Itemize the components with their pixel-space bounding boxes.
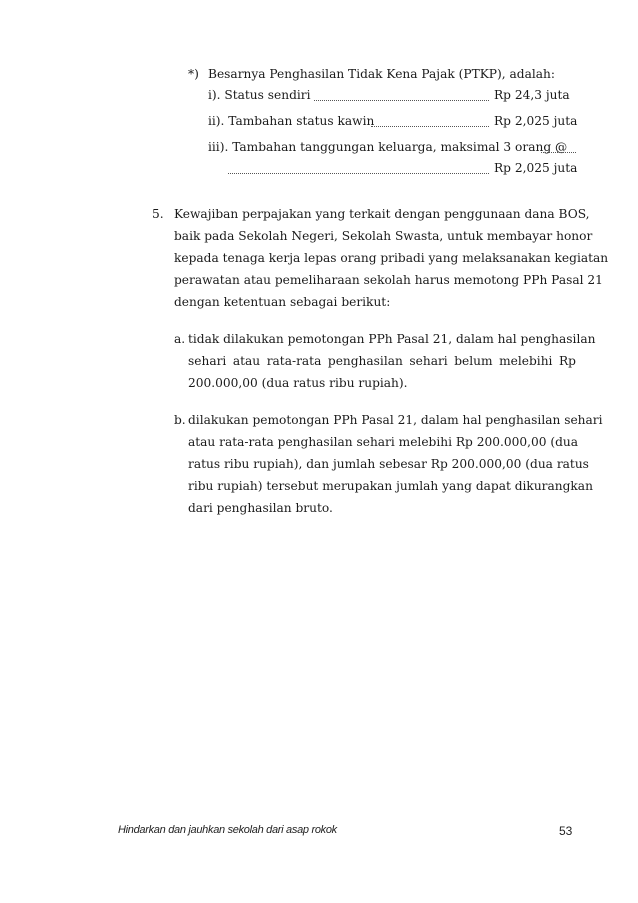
paragraph-line: perawatan atau pemeliharaan sekolah harus memotong PPh Pasal 21 [174,273,603,287]
footer-slogan: Hindarkan dan jauhkan sekolah dari asap rokok [118,824,337,836]
list-item-line: sehari atau rata-rata penghasilan sehari belum melebihi Rp [188,354,576,368]
paragraph-line: Kewajiban perpajakan yang terkait dengan penggunaan dana BOS, [174,207,590,221]
paragraph-line: baik pada Sekolah Negeri, Sekolah Swasta, untuk membayar honor [174,229,593,243]
page-number: 53 [559,824,573,838]
list-item-line: atau rata-rata penghasilan sehari melebihi Rp 200.000,00 (dua [188,435,579,449]
dot-leader [541,152,576,153]
ptkp-item-value: Rp 2,025 juta [494,161,578,175]
dot-leader [228,173,489,174]
paragraph-line: dengan ketentuan sebagai berikut: [174,295,391,309]
list-marker: a. [174,332,186,346]
ptkp-item-label: iii). Tambahan tanggungan keluarga, maksimal 3 orang @ [208,140,568,154]
ptkp-item-label: ii). Tambahan status kawin [208,114,375,128]
list-item-line: dilakukan pemotongan PPh Pasal 21, dalam hal penghasilan sehari [188,413,603,427]
ptkp-item-label: i). Status sendiri [208,88,311,102]
paragraph-line: kepada tenaga kerja lepas orang pribadi yang melaksanakan kegiatan [174,251,609,265]
list-marker: b. [174,413,186,427]
list-item-line: tidak dilakukan pemotongan PPh Pasal 21, dalam hal penghasilan [188,332,596,346]
dot-leader [314,100,489,101]
list-item-line: ratus ribu rupiah), dan jumlah sebesar Rp 200.000,00 (dua ratus [188,457,589,471]
list-item-line: 200.000,00 (dua ratus ribu rupiah). [188,376,408,390]
ptkp-item-value: Rp 2,025 juta [494,114,578,128]
ptkp-item-value: Rp 24,3 juta [494,88,570,102]
ptkp-heading: Besarnya Penghasilan Tidak Kena Pajak (PTKP), adalah: [208,67,555,81]
dot-leader [371,126,489,127]
list-item-line: dari penghasilan bruto. [188,501,333,515]
ptkp-marker: *) [188,67,199,81]
section-number: 5. [152,207,164,221]
list-item-line: ribu rupiah) tersebut merupakan jumlah yang dapat dikurangkan [188,479,593,493]
